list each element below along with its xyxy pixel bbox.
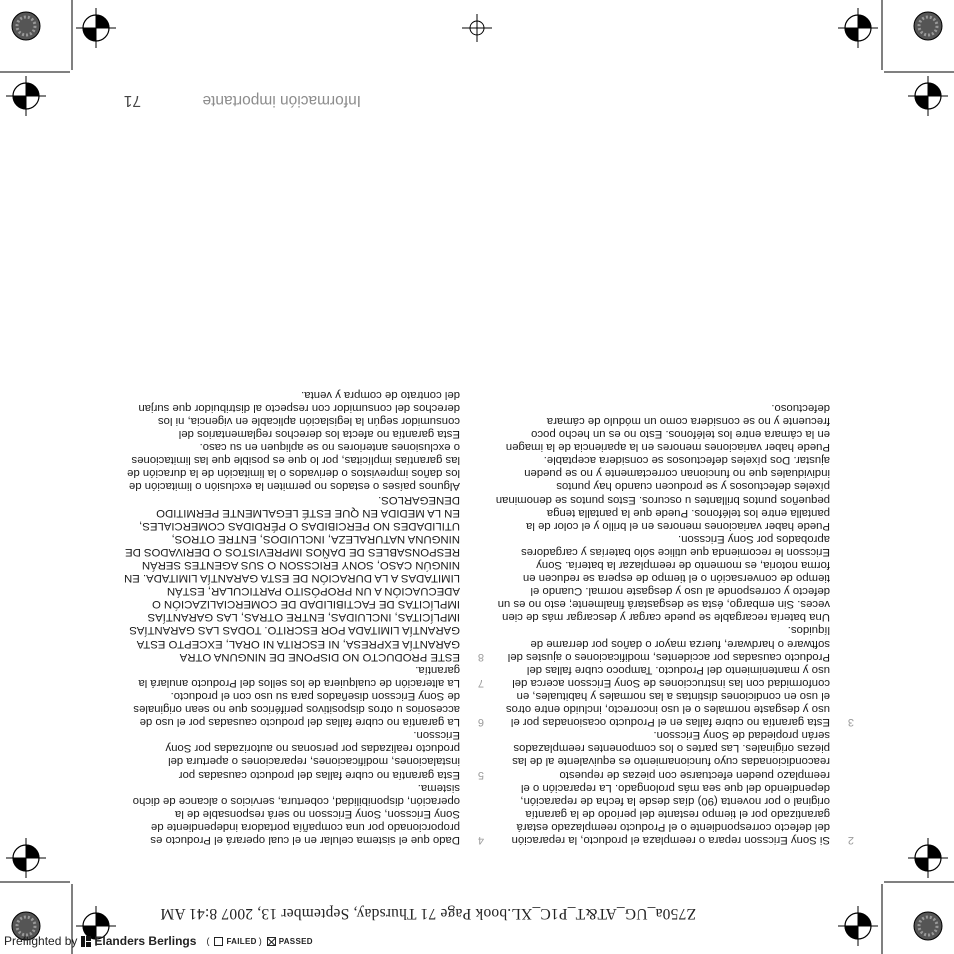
paragraph-text: Algunos países o estados no permiten la exclusión o limitación de los daños imprevistos o derivados o la limitación de la duración de las garantías implícitas, por lo que es posible que las limitaciones o exclusiones anteriores no se apliquen en su caso. bbox=[127, 441, 460, 493]
paragraph bbox=[494, 623, 854, 729]
paragraph bbox=[124, 440, 460, 492]
paragraph-text: Esta garantía no afecta los derechos reglamentarios del consumidor según la legislación aplicable en vigencia, ni los derechos del consumidor con respecto al distribuidor que surjan del contrato de compra y venta. bbox=[138, 388, 460, 441]
paragraph-text: Esta garantía no cubre fallas en el Producto ocasionadas por el uso y desgaste normales o el uso incorrecto, incluido entre otros el uso en condiciones distintas a las normales y habituales, en conformidad con las instrucciones de Sony Ericsson acerca del uso y mantenimiento del Producto. Tampoco cubre fallas del Producto causadas por accidentes, modificaciones o ajustes del software o hardware, fuerza mayor o daños por derrame de líquidos. bbox=[505, 624, 830, 729]
paragraph-text: ESTE PRODUCTO NO DISPONE DE NINGUNA OTRA GARANTÍA EXPRESA, NI ESCRITA NI ORAL, EXCEPTO ESTA GARANTÍA LIMITADA POR ESCRITO. TODAS LAS GARANTÍAS IMPLÍCITAS, INCLUIDAS, ENTRE OTRAS, LAS GARANTÍAS IMPLÍCITAS DE FACTIBILIDAD DE COMERCIALIZACIÓN O ADECUACIÓN A UN PROPÓSITO PARTICULAR, ESTÁN LIMITADAS A LA DURACIÓN DE ESTA GARANTÍA LIMITADA. EN NINGÚN CASO, SONY ERICSSON O SUS AGENTES SERÁN RESPONSABLES DE DAÑOS IMPREVISTOS O DERIVADOS DE NINGUNA NATURALEZA, INCLUIDOS, ENTRE OTROS, UTILIDADES NO PERCIBIDAS O PÉRDIDAS COMERCIALES, EN LA MEDIDA EN QUE ESTÉ LEGALMENTE PERMITIDO DENEGARLOS. bbox=[124, 493, 460, 663]
paragraph-text: Puede haber variaciones menores en el brillo y el color de la pantalla entre los teléfonos. Puede que la pantalla tenga pequeños puntos brillantes u oscuros. Estos puntos se denominan píxeles defectuosos y se producen cuando hay puntos individuales que no funcionan correctamente y no se pueden ajustar. Dos píxeles defectuosos se considera aceptable. bbox=[495, 454, 830, 532]
paragraph bbox=[124, 388, 460, 440]
preflight-prefix: Preflighted by bbox=[4, 934, 78, 948]
preflight-brand bbox=[81, 934, 196, 948]
paragraph bbox=[124, 689, 484, 729]
preflight-brand-name: Elanders Berlings bbox=[94, 934, 197, 948]
paragraph-number: 6 bbox=[477, 716, 484, 729]
paragraph-text: Si Sony Ericsson repara o reemplaza el producto, la reparación del defecto correspondiente o el Producto reemplazado estará garantizado por el tiempo restante del período de la garantía original o por noventa (90) días desde la fecha de reparación, dependiendo del que sea más prolongado. La reparación o el reemplazo pueden efectuarse con piezas de repuesto reacondicionadas cuyo funcionamiento es equivalente al de las piezas originales. Las partes o los componentes reemplazados serán propiedad de Sony Ericsson. bbox=[511, 729, 830, 846]
elanders-logo-icon bbox=[81, 936, 91, 947]
paragraph bbox=[494, 532, 830, 624]
paragraph-text: La garantía no cubre fallas del producto causadas por el uso de accesorios u otros dispositivos periféricos que no sean originales de Sony Ericsson diseñados para su uso con el producto. bbox=[133, 689, 460, 729]
page-footer-title: Información importante bbox=[202, 92, 361, 109]
right-column bbox=[124, 388, 484, 846]
failed-label: FAILED bbox=[226, 936, 257, 946]
paragraph-number: 5 bbox=[477, 768, 484, 781]
paragraph-number: 8 bbox=[477, 650, 484, 663]
paragraph-number: 2 bbox=[847, 834, 854, 846]
passed-label: PASSED bbox=[278, 936, 313, 946]
paragraph-number: 3 bbox=[847, 716, 854, 729]
book-header: Z750a_UG_AT&T_P1C_XL.book Page 71 Thursday, September 13, 2007 8:41 AM bbox=[160, 905, 696, 922]
paragraph-number: 7 bbox=[477, 676, 484, 689]
paragraph bbox=[124, 492, 484, 663]
paragraph bbox=[124, 728, 484, 781]
paragraph bbox=[124, 781, 484, 846]
paragraph bbox=[124, 663, 484, 689]
paragraph-text: La alteración de cualquiera de los sellos del Producto anulará la garantía. bbox=[138, 663, 460, 689]
paragraph-text: Una batería recargable se puede cargar y descargar más de cien veces. Sin embargo, ésta se desgastará finalmente; esto no es un defecto y corresponde al uso y desgaste normal. Cuando el tiempo de conversación o el tiempo de espera se reducen en forma notoria, es momento de reemplazar la batería. Sony Ericsson le recomienda que utilice sólo baterías y cargadores aprobados por Sony Ericsson. bbox=[497, 532, 830, 624]
paragraph-number: 4 bbox=[477, 834, 484, 846]
paragraph-text: Esta garantía no cubre fallas del producto causadas por instalaciones, modificaciones, reparaciones o apertura del producto realizadas por personas no autorizadas por Sony Ericsson. bbox=[165, 729, 460, 781]
left-column bbox=[494, 401, 854, 846]
preflight-stamp: Preflighted by Elanders Berlings ( FAILED ) PASSED bbox=[4, 934, 313, 948]
paragraph bbox=[494, 728, 854, 846]
page-number: 71 bbox=[123, 92, 141, 109]
paragraph-text: Dado que el sistema celular en el cual operará el Producto es proporcionado por una compañía portadora independiente de Sony Ericsson, Sony Ericsson no será responsable de la operación, disponibilidad, cobertura, servicios o alcance de dicho sistema. bbox=[132, 781, 460, 846]
passed-checkbox bbox=[267, 937, 276, 946]
paragraph-text: Puede haber variaciones menores en la apariencia de la imagen en la cámara entre los teléfonos. Esto no es un hecho poco frecuente y no se considera como un módulo de cámara defectuoso. bbox=[505, 401, 830, 454]
paragraph bbox=[494, 453, 830, 532]
paragraph bbox=[494, 401, 830, 453]
failed-checkbox bbox=[214, 937, 223, 946]
